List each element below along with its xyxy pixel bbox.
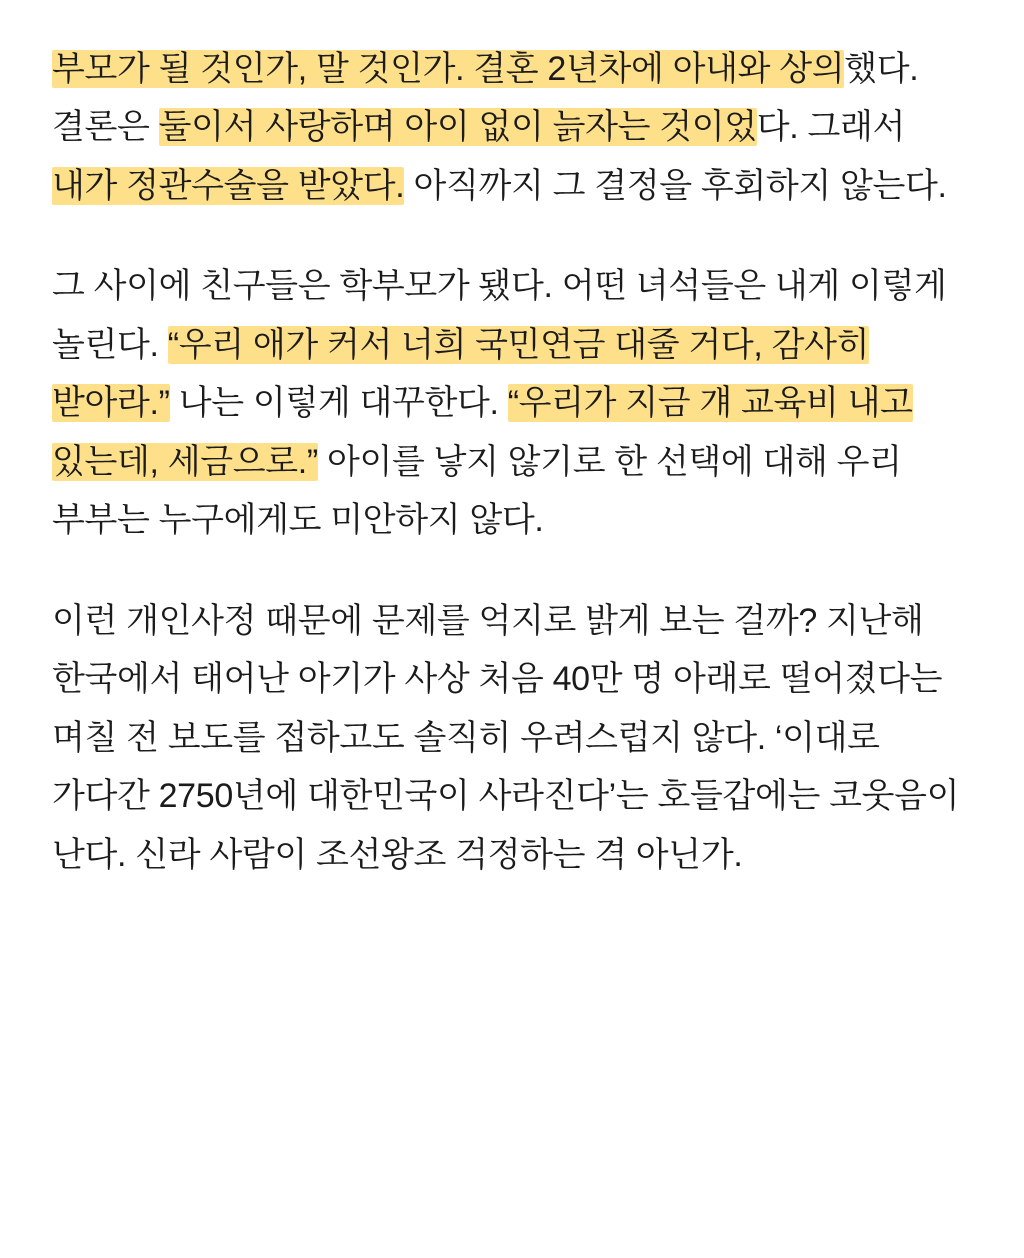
paragraph-2 — [52, 257, 972, 549]
highlighted-text: 내가 정관수술을 받았다. — [52, 166, 405, 205]
plain-text: 다. 그래서 — [756, 108, 905, 147]
plain-text: 그 사이에 친구들은 학부모가 됐다. 어떤 녀석들은 내게 이렇게 놀린다. — [52, 267, 947, 364]
plain-text: 아직까지 그 결정을 후회하지 않는다. — [404, 166, 947, 205]
highlighted-text: 부모가 될 것인가, 말 것인가. 결혼 2년차에 아내와 상의 — [52, 50, 845, 88]
plain-text: 했다. 결론은 — [52, 50, 919, 147]
plain-text: 이런 개인사정 때문에 문제를 억지로 밝게 보는 걸까? 지난해 한국에서 태어난 아기가 사상 처음 40만 명 아래로 떨어졌다는 며칠 전 보도를 접하고도 솔직히 우려스럽지 않다. ‘이대로 가다간 2750년에 대한민국이 사라진다’는 호들갑에는 코웃음이 난다. 신라 사람이 조선왕조 걱정하는 격 아닌가. — [52, 601, 960, 874]
highlighted-text: 둘이서 사랑하며 아이 없이 늙자는 것이었 — [158, 108, 757, 147]
plain-text: 아이를 낳지 않기로 한 선택에 대해 우리 부부는 누구에게도 미안하지 않다. — [52, 442, 902, 540]
highlighted-text: “우리 애가 커서 너희 국민연금 대줄 거다, 감사히 받아라.” — [52, 325, 870, 423]
plain-text: 나는 이렇게 대꾸한다. — [169, 384, 508, 423]
paragraph-3 — [52, 592, 972, 884]
highlighted-text: “우리가 지금 걔 교육비 내고 있는데, 세금으로.” — [52, 384, 913, 481]
paragraph-1 — [52, 40, 972, 215]
